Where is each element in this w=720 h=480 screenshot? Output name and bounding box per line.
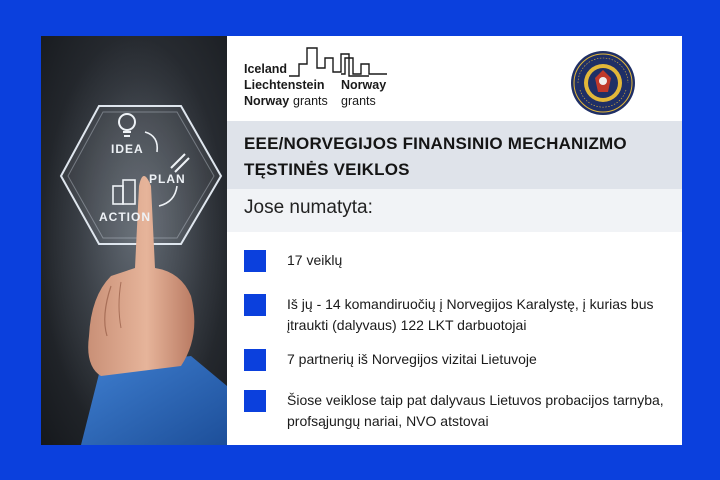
idea-label: IDEA [111, 142, 144, 156]
square-bullet-icon [244, 390, 266, 412]
page-title: EEE/NORVEGIJOS FINANSINIO MECHANIZMO TĘSTINĖS VEIKLOS [244, 134, 627, 179]
list-item-text: Iš jų - 14 komandiruočių į Norvegijos Karalystę, į kurias bus įtraukti (dalyvaus) 122 LKT darbuotojai [287, 296, 654, 333]
prison-service-emblem [570, 50, 636, 116]
eea-logo-line1: Iceland [244, 62, 288, 76]
eea-logo-line3-a: Norway [244, 94, 290, 108]
square-bullet-icon [244, 250, 266, 272]
square-bullet-icon [244, 294, 266, 316]
norway-logo-line1: Norway [341, 78, 387, 92]
list-item-text: 7 partnerių iš Norvegijos vizitai Lietuvoje [287, 351, 537, 367]
photo-illustration [41, 36, 227, 445]
norway-logo-line2: grants [341, 94, 376, 108]
plan-label: PLAN [149, 172, 186, 186]
content-panel [227, 36, 682, 445]
subtitle: Jose numatyta: [244, 197, 373, 218]
hand-touch-photo [41, 36, 227, 445]
list-item-text: Šiose veiklose taip pat dalyvaus Lietuvos probacijos tarnyba, profsąjungų nariai, NVO atstovai [287, 392, 664, 429]
subtitle-band [227, 189, 682, 232]
title-band [227, 121, 682, 189]
eea-logo-line3-b: grants [293, 94, 328, 108]
action-label: ACTION [99, 210, 151, 224]
square-bullet-icon [244, 349, 266, 371]
infographic-card [41, 36, 682, 445]
norway-grants-skyline-icon [341, 50, 389, 76]
logo-header [227, 36, 682, 121]
list-item-text: 17 veiklų [287, 252, 343, 268]
eea-logo-line2: Liechtenstein [244, 78, 325, 92]
items-list [227, 232, 682, 445]
